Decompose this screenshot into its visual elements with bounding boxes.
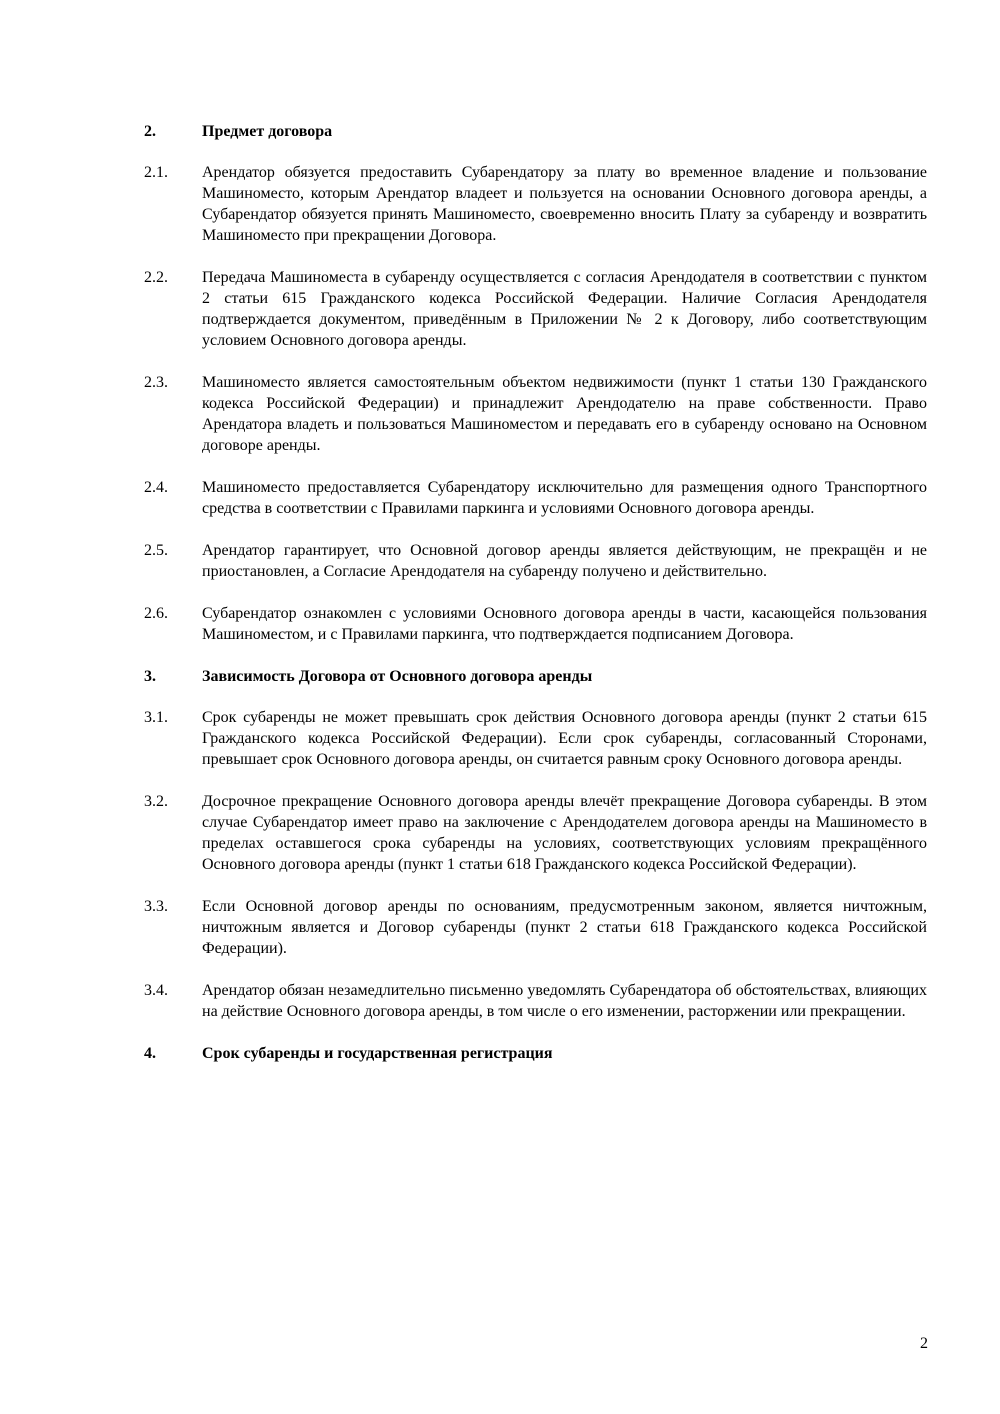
clause-number: 2.2. bbox=[144, 269, 168, 286]
section-heading bbox=[144, 121, 927, 142]
clause-text: Машиноместо предоставляется Субарендатору исключительно для размещения одного Транспортного средства в соответствии с Правилами паркинга и условиями Основного договора аренды. bbox=[202, 479, 927, 517]
clause-text: Если Основной договор аренды по основаниям, предусмотренным законом, является ничтожным, ничтожным является и Договор субаренды (пункт 2 статьи 618 Гражданского кодекса Российской Федерации). bbox=[202, 898, 927, 957]
clause-number: 2.5. bbox=[144, 542, 168, 559]
page-number: 2 bbox=[920, 1335, 928, 1352]
clause-number: 3.3. bbox=[144, 898, 168, 915]
clause bbox=[144, 980, 927, 1022]
section-number: 3. bbox=[144, 668, 156, 685]
section-title: Предмет договора bbox=[202, 123, 333, 140]
clause bbox=[144, 603, 927, 645]
clause bbox=[144, 707, 927, 770]
clause-number: 2.3. bbox=[144, 374, 168, 391]
clause bbox=[144, 896, 927, 959]
clause-text: Арендатор обязуется предоставить Субарендатору за плату во временное владение и пользование Машиноместо, которым Арендатор владеет и пользуется на основании Основного договора аренды, а Субарендатор обязуется принять Машиноместо, своевременно вносить Плату за субаренду и возвратить Машиноместо при прекращении Договора. bbox=[202, 164, 927, 244]
clause-text: Машиноместо является самостоятельным объектом недвижимости (пункт 1 статьи 130 Гражданского кодекса Российской Федерации) и принадлежит Арендодателю на праве собственности. Право Арендатора владеть и пользоваться Машиноместом и передавать его в субаренду основано на Основном договоре аренды. bbox=[202, 374, 927, 454]
clause-number: 3.4. bbox=[144, 982, 168, 999]
clause-number: 3.2. bbox=[144, 793, 168, 810]
clause-text: Арендатор гарантирует, что Основной договор аренды является действующим, не прекращён и не приостановлен, а Согласие Арендодателя на субаренду получено и действительно. bbox=[202, 542, 927, 580]
section-title: Срок субаренды и государственная регистрация bbox=[202, 1045, 553, 1062]
clause bbox=[144, 791, 927, 875]
section-number: 4. bbox=[144, 1045, 156, 1062]
clause-number: 2.6. bbox=[144, 605, 168, 622]
clause-number: 2.1. bbox=[144, 164, 168, 181]
clause-number: 2.4. bbox=[144, 479, 168, 496]
clause-text: Досрочное прекращение Основного договора аренды влечёт прекращение Договора субаренды. В этом случае Субарендатор имеет право на заключение с Арендодателем договора аренды на Машиноместо в пределах оставшегося срока субаренды на условиях, соответствующих условиям прекращённого Основного договора аренды (пункт 1 статьи 618 Гражданского кодекса Российской Федерации). bbox=[202, 793, 927, 873]
clause bbox=[144, 162, 927, 246]
clause-text: Срок субаренды не может превышать срок действия Основного договора аренды (пункт 2 статьи 615 Гражданского кодекса Российской Федерации). Если срок субаренды, согласованный Сторонами, превышает срок Основного договора аренды, он считается равным сроку Основного договора аренды. bbox=[202, 709, 927, 768]
clause-text: Субарендатор ознакомлен с условиями Основного договора аренды в части, касающейся пользования Машиноместом, и с Правилами паркинга, что подтверждается подписанием Договора. bbox=[202, 605, 927, 643]
section-title: Зависимость Договора от Основного договора аренды bbox=[202, 668, 593, 685]
clause bbox=[144, 372, 927, 456]
clause-text: Передача Машиноместа в субаренду осуществляется с согласия Арендодателя в соответствии с пунктом 2 статьи 615 Гражданского кодекса Российской Федерации. Наличие Согласия Арендодателя подтверждается документом, приведённым в Приложении № 2 к Договору, либо соответствующим условием Основного договора аренды. bbox=[202, 269, 927, 349]
document-body bbox=[144, 121, 927, 1084]
clause-number: 3.1. bbox=[144, 709, 168, 726]
section-number: 2. bbox=[144, 123, 156, 140]
clause-text: Арендатор обязан незамедлительно письменно уведомлять Субарендатора об обстоятельствах, влияющих на действие Основного договора аренды, в том числе о его изменении, расторжении или прекращении. bbox=[202, 982, 927, 1020]
clause bbox=[144, 267, 927, 351]
section-heading bbox=[144, 666, 927, 687]
clause bbox=[144, 540, 927, 582]
section-heading bbox=[144, 1043, 927, 1064]
clause bbox=[144, 477, 927, 519]
